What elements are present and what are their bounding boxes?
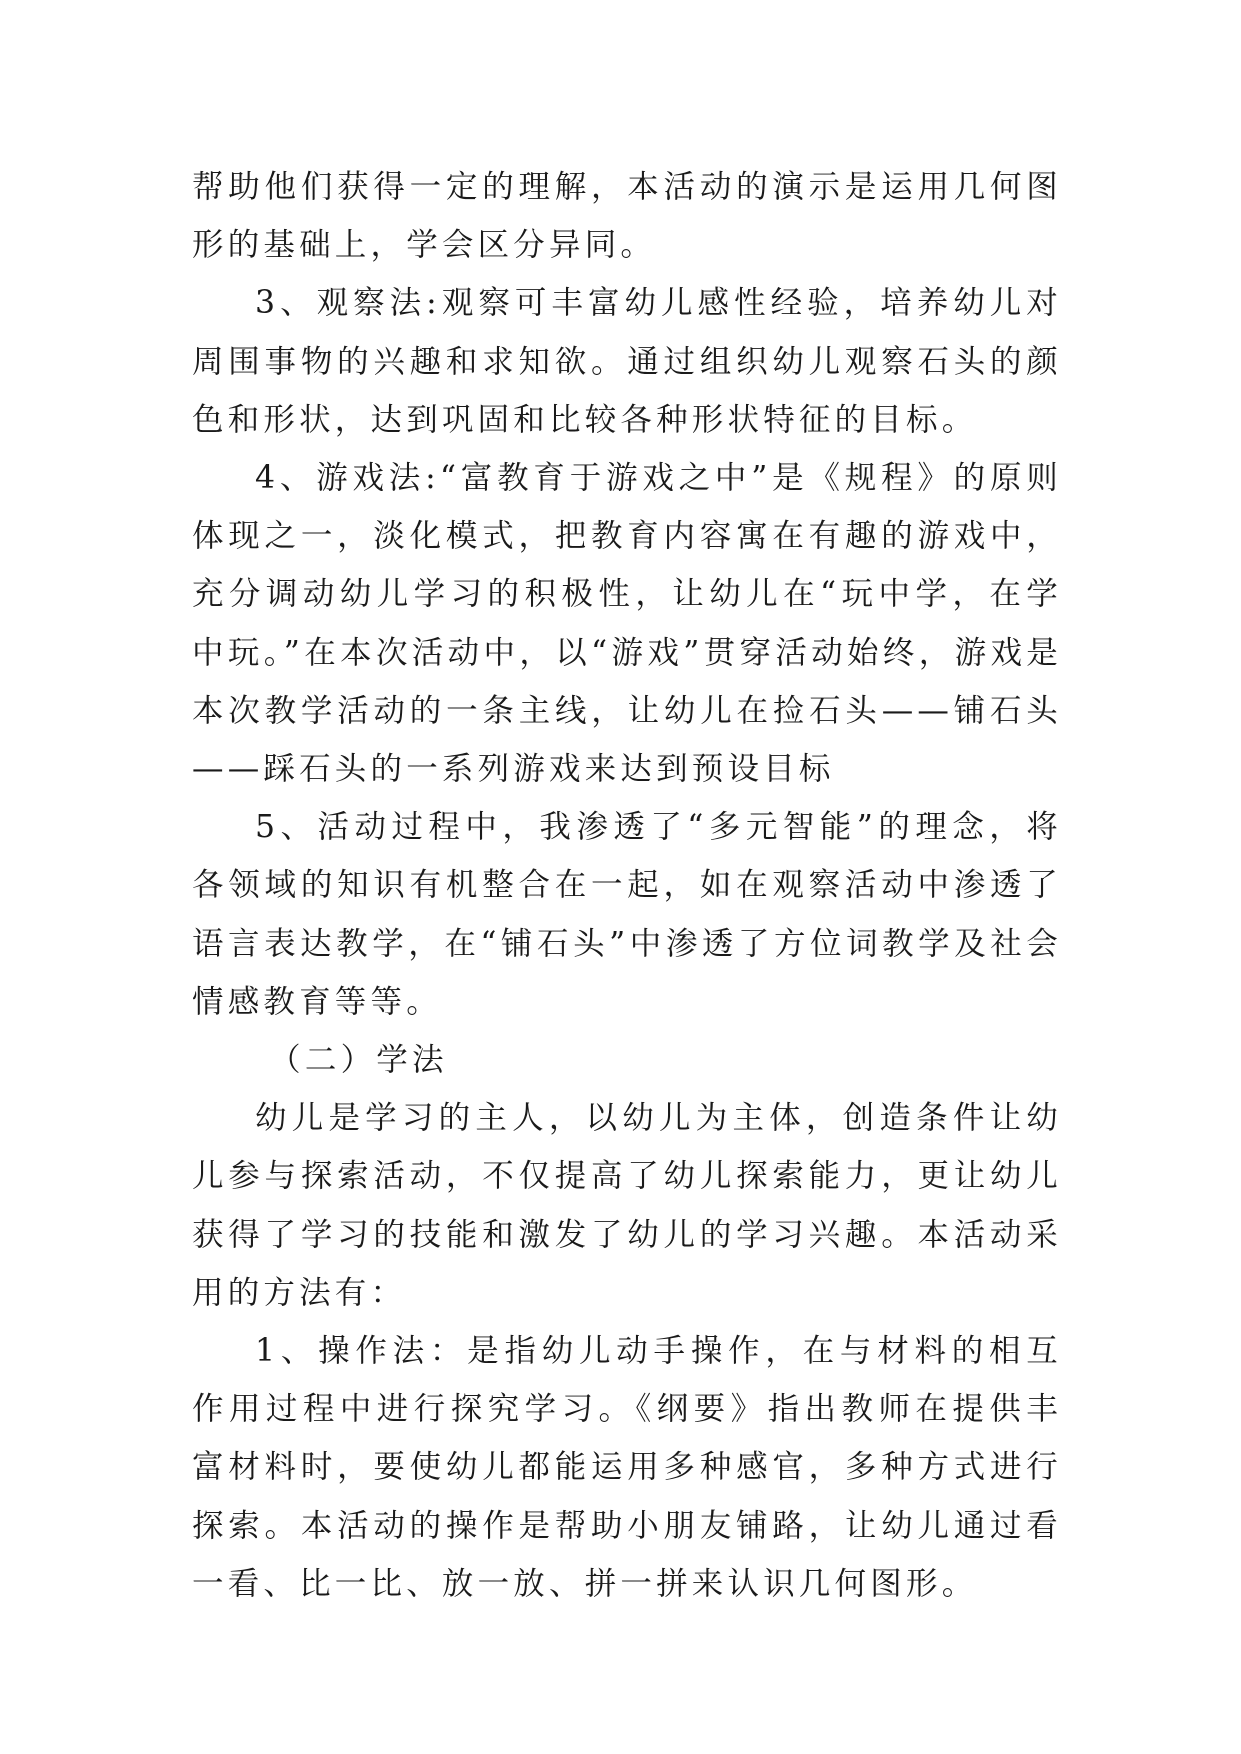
paragraph-multiple-intelligence: 5、活动过程中，我渗透了“多元智能”的理念，将各领域的知识有机整合在一起，如在观察活动中渗透了语言表达教学，在“铺石头”中渗透了方位词教学及社会情感教育等等。 (192, 809, 1062, 1020)
paragraph-operation-method: 1、操作法：是指幼儿动手操作，在与材料的相互作用过程中进行探究学习。《纲要》指出教师在提供丰富材料时，要使幼儿都能运用多种感官，多种方式进行探索。本活动的操作是帮助小朋友铺路，让幼儿通过看一看、比一比、放一放、拼一拼来认识几何图形。 (192, 1333, 1062, 1602)
paragraph-continuation: 帮助他们获得一定的理解，本活动的演示是运用几何图形的基础上，学会区分异同。 (192, 169, 1062, 264)
paragraph-learning-intro: 幼儿是学习的主人，以幼儿为主体，创造条件让幼儿参与探索活动，不仅提高了幼儿探索能力，更让幼儿获得了学习的技能和激发了幼儿的学习兴趣。本活动采用的方法有： (192, 1100, 1062, 1311)
section-heading-learning-method: （二）学法 (269, 1042, 448, 1079)
paragraph-game-method: 4、游戏法:“富教育于游戏之中”是《规程》的原则体现之一，淡化模式，把教育内容寓在有趣的游戏中，充分调动幼儿学习的积极性，让幼儿在“玩中学，在学中玩。”在本次活动中，以“游戏”贯穿活动始终，游戏是本次教学活动的一条主线，让幼儿在捡石头——铺石头——踩石头的一系列游戏来达到预设目标 (192, 460, 1062, 788)
paragraph-observation-method: 3、观察法:观察可丰富幼儿感性经验，培养幼儿对周围事物的兴趣和求知欲。通过组织幼儿观察石头的颜色和形状，达到巩固和比较各种形状特征的目标。 (192, 285, 1062, 438)
body-text (192, 158, 1062, 1613)
